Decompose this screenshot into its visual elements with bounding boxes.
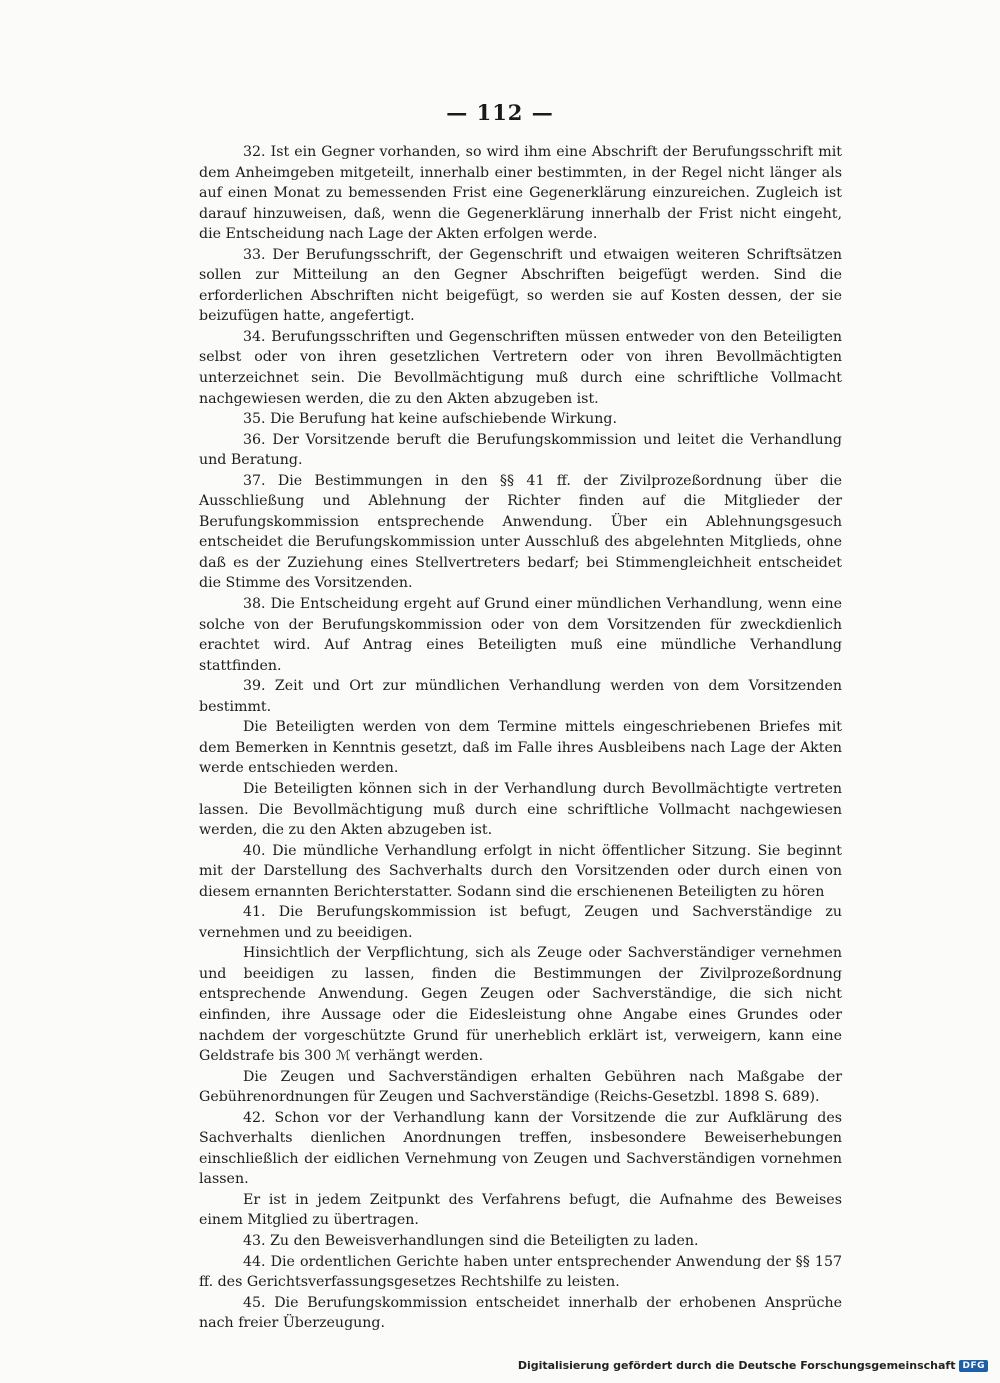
paragraph-33: 33. Der Berufungsschrift, der Gegenschrift und etwaigen weiteren Schriftsätzen sollen zur Mitteilung an den Gegner Abschriften beigefügt werden. Sind die erforderlichen Abschriften nicht beigefügt, so werden sie auf Kosten dessen, der sie beizufügen hatte, angefertigt. (199, 246, 842, 325)
paragraph-32: 32. Ist ein Gegner vorhanden, so wird ihm eine Abschrift der Berufungsschrift mit dem Anheimgeben mitgeteilt, innerhalb einer bestimmten, in der Regel nicht länger als auf einen Monat zu bemessenden Frist eine Gegenerklärung einzureichen. Zugleich ist darauf hinzuweisen, daß, wenn die Gegenerklärung innerhalb der Frist nicht eingeht, die Entscheidung nach Lage der Akten erfolgen werde. (199, 144, 842, 243)
paragraph-36: 36. Der Vorsitzende beruft die Berufungskommission und leitet die Verhandlung und Beratung. (199, 431, 842, 469)
paragraph-41: 41. Die Berufungskommission ist befugt, Zeugen und Sachverständige zu vernehmen und zu beeidigen. (199, 904, 842, 941)
dfg-logo: DFG (959, 1360, 988, 1372)
paragraph-37: 37. Die Bestimmungen in den §§ 41 ff. der Zivilprozeßordnung über die Ausschließung und Ablehnung der Richter finden auf die Mitglieder der Berufungskommission entsprechende Anwendung. Über ein Ablehnungsgesuch entscheidet die Berufungskommission unter Ausschluß des abgelehnten Mitglieds, ohne daß es der Zuziehung eines Stellvertreters bedarf; bei Stimmengleichheit entscheidet die Stimme des Vorsitzenden. (199, 472, 842, 592)
credit-text: Digitalisierung gefördert durch die Deutsche Forschungsgemeinschaft (517, 1359, 956, 1372)
digitization-credit (518, 1359, 988, 1372)
paragraph-39-representation: Die Beteiligten können sich in der Verhandlung durch Bevollmächtigte vertreten lassen. Die Bevollmächtigung muß durch eine schriftliche Vollmacht nachgewiesen werden, die zu den Akten abzugeben ist. (199, 780, 842, 839)
paragraph-40: 40. Die mündliche Verhandlung erfolgt in nicht öffentlicher Sitzung. Sie beginnt mit der Darstellung des Sachverhalts durch den Vorsitzenden oder durch einen von diesem ernannten Berichterstatter. Sodann sind die erschienenen Beteiligten zu hören (199, 842, 842, 900)
paragraph-39-notice: Die Beteiligten werden von dem Termine mittels eingeschriebenen Briefes mit dem Bemerken in Kenntnis gesetzt, daß im Falle ihres Ausbleibens nach Lage der Akten werde entschieden werden. (199, 719, 842, 777)
paragraph-45: 45. Die Berufungskommission entscheidet innerhalb der erhobenen Ansprüche nach freier Überzeugung. (199, 1294, 842, 1332)
document-body (199, 142, 842, 1334)
paragraph-39: 39. Zeit und Ort zur mündlichen Verhandlung werden von dem Vorsitzenden bestimmt. (199, 678, 842, 715)
paragraph-34: 34. Berufungsschriften und Gegenschriften müssen entweder von den Beteiligten selbst oder von ihren gesetzlichen Vertretern oder von ihren Bevollmächtigten unterzeichnet sein. Die Bevollmächtigung muß durch eine schriftliche Vollmacht nachgewiesen werden, die zu den Akten abzugeben ist. (199, 328, 842, 407)
paragraph-42: 42. Schon vor der Verhandlung kann der Vorsitzende die zur Aufklärung des Sachverhalts dienlichen Anordnungen treffen, insbesondere Beweiserhebungen einschließlich der eidlichen Vernehmung von Zeugen und Sachverständigen vornehmen lassen. (199, 1109, 842, 1188)
paragraph-44: 44. Die ordentlichen Gerichte haben unter entsprechender Anwendung der §§ 157 ff. des Gerichtsverfassungsgesetzes Rechtshilfe zu leisten. (199, 1253, 842, 1291)
paragraph-35: 35. Die Berufung hat keine aufschiebende Wirkung. (243, 411, 617, 428)
paragraph-43: 43. Zu den Beweisverhandlungen sind die Beteiligten zu laden. (243, 1232, 699, 1249)
paragraph-41-obligation: Hinsichtlich der Verpflichtung, sich als Zeuge oder Sachverständiger vernehmen und beeidigen zu lassen, finden die Bestimmungen der Zivilprozeßordnung entsprechende Anwendung. Gegen Zeugen oder Sachverständige, die sich nicht einfinden, ihre Aussage oder die Eidesleistung ohne Angabe eines Grundes oder nachdem der vorgeschützte Grund für unerheblich erklärt ist, verweigern, kann eine Geldstrafe bis 300 ℳ verhängt werden. (199, 945, 842, 1065)
paragraph-42-delegation: Er ist in jedem Zeitpunkt des Verfahrens befugt, die Aufnahme des Beweises einem Mitglied zu übertragen. (199, 1191, 842, 1229)
page-number: — 112 — (446, 100, 554, 125)
paragraph-41-fees: Die Zeugen und Sachverständigen erhalten Gebühren nach Maßgabe der Gebührenordnungen für Zeugen und Sachverständige (Reichs-Gesetzbl. 1898 S. 689). (199, 1068, 842, 1106)
paragraph-38: 38. Die Entscheidung ergeht auf Grund einer mündlichen Verhandlung, wenn eine solche von der Berufungskommission oder von dem Vorsitzenden für zweckdienlich erachtet wird. Auf Antrag eines Beteiligten muß eine mündliche Verhandlung stattfinden. (199, 596, 842, 674)
